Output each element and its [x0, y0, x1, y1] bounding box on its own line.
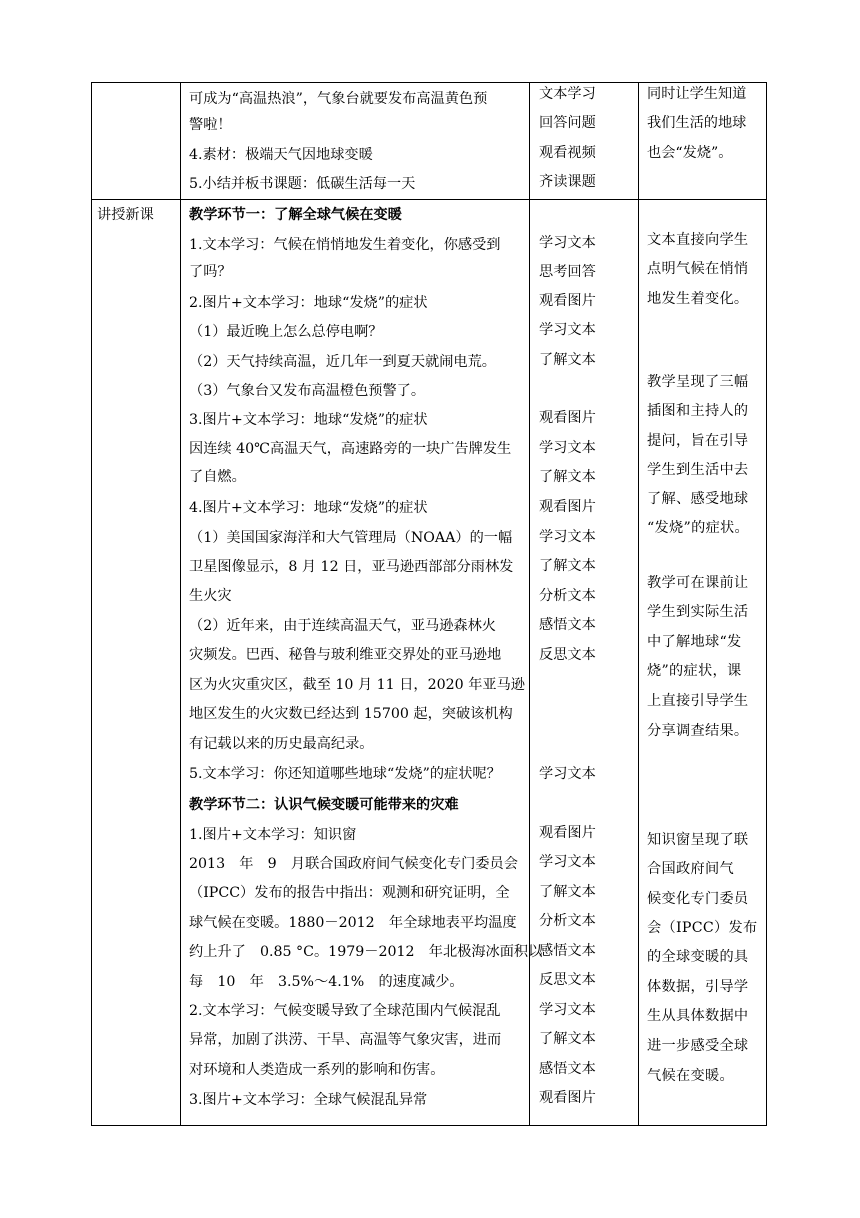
content-line: 2.图片+文本学习：地球“发烧”的症状 — [189, 295, 428, 311]
intent-line: 会（IPCC）发布 — [647, 920, 758, 936]
intent-line: 点明气候在悄悄 — [647, 261, 749, 277]
intent-line: 合国政府间气 — [647, 861, 734, 877]
intent-line: 候变化专门委员 — [647, 891, 749, 907]
column-divider — [180, 82, 181, 1126]
content-line: 区为火灾重灾区，截至 10 月 11 日，2020 年亚马逊 — [189, 677, 525, 693]
content-line: 5.小结并板书课题：低碳生活每一天 — [189, 176, 416, 192]
content-line: 生火灾 — [189, 588, 232, 604]
intent-line: 我们生活的地球 — [647, 115, 747, 131]
content-line: 3.图片+文本学习：地球“发烧”的症状 — [189, 412, 428, 428]
content-line: 有记载以来的历史最高纪录。 — [189, 736, 374, 752]
activity-cell: 观看图片 — [539, 499, 596, 515]
content-line: 每 10 年 3.5%～4.1% 的速度减少。 — [189, 974, 464, 990]
activity-cell: 学习文本 — [539, 440, 596, 456]
activity-cell: 学习文本 — [539, 854, 596, 870]
activity-cell: 观看视频 — [539, 145, 596, 161]
intent-line: 知识窗呈现了联 — [647, 832, 749, 848]
content-line: 了自燃。 — [189, 469, 246, 485]
intent-line: 分享调查结果。 — [647, 723, 749, 739]
activity-cell: 分析文本 — [539, 588, 596, 604]
intent-line: “发烧”的症状。 — [647, 520, 750, 536]
activity-cell: 了解文本 — [539, 558, 596, 574]
content-line: 因连续 40℃高温天气，高速路旁的一块广告牌发生 — [189, 441, 512, 457]
section-heading: 教学环节一：了解全球气候在变暖 — [189, 207, 402, 223]
table-top-border — [91, 82, 767, 83]
content-line: 异常，加剧了洪涝、干旱、高温等气象灾害，进而 — [189, 1032, 502, 1048]
intent-line: 的全球变暖的具 — [647, 949, 749, 965]
intent-line: 气候在变暖。 — [647, 1068, 734, 1084]
activity-cell: 文本学习 — [539, 86, 596, 102]
activity-cell: 了解文本 — [539, 884, 596, 900]
intent-line: 插图和主持人的 — [647, 403, 749, 419]
section-heading: 教学环节二：认识气候变暖可能带来的灾难 — [189, 797, 459, 813]
content-line: 可成为“高温热浪”，气象台就要发布高温黄色预 — [189, 91, 488, 107]
content-line: （1）美国国家海洋和大气管理局（NOAA）的一幅 — [189, 530, 513, 546]
content-line: 1.图片+文本学习：知识窗 — [189, 827, 357, 843]
intent-line: 烧”的症状，课 — [647, 663, 742, 679]
activity-cell: 观看图片 — [539, 825, 596, 841]
content-line: （2）近年来，由于连续高温天气，亚马逊森林火 — [189, 618, 496, 634]
intent-line: 文本直接向学生 — [647, 232, 749, 248]
intent-line: 了解、感受地球 — [647, 491, 749, 507]
intent-line: 教学可在课前让 — [647, 575, 749, 591]
activity-cell: 反思文本 — [539, 647, 596, 663]
activity-cell: 学习文本 — [539, 322, 596, 338]
activity-cell: 感悟文本 — [539, 943, 596, 959]
intent-line: 同时让学生知道 — [647, 86, 747, 102]
content-line: 2.文本学习：气候变暖导致了全球范围内气候混乱 — [189, 1003, 501, 1019]
intent-line: 学生到生活中去 — [647, 462, 749, 478]
intent-line: 生从具体数据中 — [647, 1008, 749, 1024]
intent-line: 教学呈现了三幅 — [647, 374, 749, 390]
intent-line: 也会“发烧”。 — [647, 145, 733, 161]
intent-line: 中了解地球“发 — [647, 634, 742, 650]
activity-cell: 齐读课题 — [539, 174, 596, 190]
content-line: 1.文本学习：气候在悄悄地发生着变化，你感受到 — [189, 237, 501, 253]
column-divider — [529, 82, 530, 1126]
content-line: 球气候在变暖。1880－2012 年全球地表平均温度 — [189, 915, 517, 931]
activity-cell: 反思文本 — [539, 972, 596, 988]
column-divider — [638, 82, 639, 1126]
content-line: 警啦！ — [189, 117, 232, 133]
content-line: 卫星图像显示，8 月 12 日，亚马逊西部部分雨林发 — [189, 559, 514, 575]
activity-cell: 学习文本 — [539, 1002, 596, 1018]
content-line: 了吗？ — [189, 264, 232, 280]
activity-cell: 回答问题 — [539, 115, 596, 131]
activity-cell: 了解文本 — [539, 1031, 596, 1047]
content-line: 对环境和人类造成一系列的影响和伤害。 — [189, 1062, 445, 1078]
intent-line: 上直接引导学生 — [647, 693, 749, 709]
content-line: （3）气象台又发布高温橙色预警了。 — [189, 383, 426, 399]
activity-cell: 学习文本 — [539, 766, 596, 782]
activity-cell: 观看图片 — [539, 410, 596, 426]
activity-cell: 了解文本 — [539, 352, 596, 368]
activity-cell: 分析文本 — [539, 913, 596, 929]
content-line: 2013 年 9 月联合国政府间气候变化专门委员会 — [189, 856, 518, 872]
content-line: 地区发生的火灾数已经达到 15700 起，突破该机构 — [189, 706, 513, 722]
intent-line: 提问，旨在引导 — [647, 433, 749, 449]
content-line: 3.图片+文本学习：全球气候混乱异常 — [189, 1092, 428, 1108]
table-right-border — [766, 82, 767, 1126]
content-line: 灾频发。巴西、秘鲁与玻利维亚交界处的亚马逊地 — [189, 647, 502, 663]
content-line: 4.素材：极端天气因地球变暖 — [189, 147, 373, 163]
activity-cell: 观看图片 — [539, 1090, 596, 1106]
content-line: 4.图片+文本学习：地球“发烧”的症状 — [189, 500, 428, 516]
activity-cell: 观看图片 — [539, 293, 596, 309]
content-line: （2）天气持续高温，近几年一到夏天就闹电荒。 — [189, 354, 496, 370]
intent-line: 学生到实际生活 — [647, 604, 749, 620]
intent-line: 体数据，引导学 — [647, 979, 749, 995]
activity-cell: 了解文本 — [539, 469, 596, 485]
row-divider — [91, 199, 767, 200]
intent-line: 进一步感受全球 — [647, 1038, 749, 1054]
activity-cell: 感悟文本 — [539, 617, 596, 633]
activity-cell: 感悟文本 — [539, 1061, 596, 1077]
activity-cell: 思考回答 — [539, 264, 596, 280]
content-line: 5.文本学习：你还知道哪些地球“发烧”的症状呢？ — [189, 766, 501, 782]
stage-label: 讲授新课 — [97, 207, 154, 223]
activity-cell: 学习文本 — [539, 529, 596, 545]
content-line: 约上升了 0.85 °C。1979－2012 年北极海冰面积以 — [189, 944, 543, 960]
content-line: （1）最近晚上怎么总停电啊？ — [189, 324, 383, 340]
content-line: （IPCC）发布的报告中指出：观测和研究证明，全 — [189, 885, 510, 901]
activity-cell: 学习文本 — [539, 235, 596, 251]
table-bottom-border — [91, 1125, 767, 1126]
intent-line: 地发生着变化。 — [647, 291, 749, 307]
table-left-border — [91, 82, 92, 1126]
